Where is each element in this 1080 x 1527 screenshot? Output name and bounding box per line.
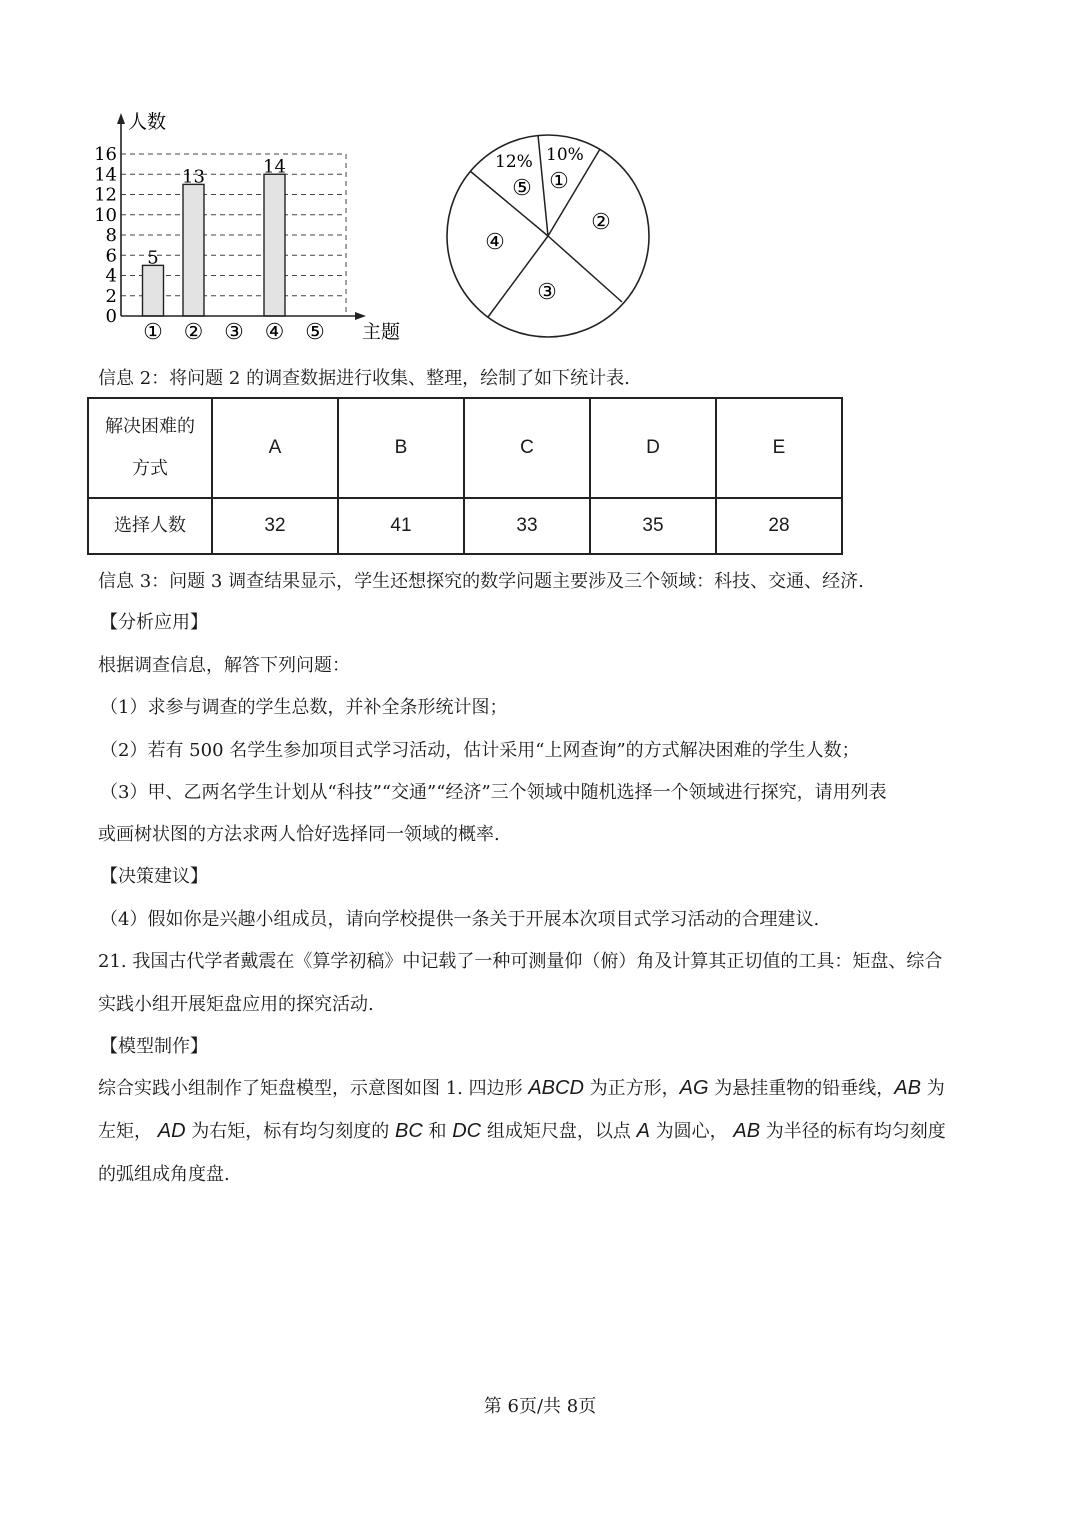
y-tick-label: 12: [94, 184, 117, 206]
y-axis-arrow: [117, 113, 125, 124]
text-span: 左矩，: [98, 1121, 158, 1142]
decision-heading: 【决策建议】: [100, 866, 208, 887]
table-cell: 33: [464, 498, 590, 554]
math-var: A: [636, 1120, 650, 1142]
pie-chart: [440, 130, 660, 345]
bar-chart: [80, 100, 420, 350]
table-row-header: 选择人数: [88, 498, 212, 554]
pie-pct-5: 12%: [495, 152, 533, 172]
model-text-line-2: [98, 1117, 946, 1143]
question-4: （4）假如你是兴趣小组成员，请向学校提供一条关于开展本次项目式学习活动的合理建议.: [100, 909, 820, 930]
math-var: BC: [394, 1120, 423, 1142]
table-cell: 32: [212, 498, 338, 554]
y-tick-label: 2: [105, 285, 117, 307]
page-footer: 第 6页/共 8页: [483, 1396, 597, 1417]
y-tick-label: 16: [94, 144, 117, 165]
model-heading: 【模型制作】: [100, 1036, 208, 1057]
table-col-c: C: [464, 398, 590, 498]
math-var: AB: [894, 1077, 921, 1099]
text-span: 为正方形，: [583, 1078, 680, 1099]
x-axis-label: 主题: [362, 321, 401, 343]
table-row-methods: [88, 398, 842, 498]
bar-chart-ticks: [94, 144, 325, 345]
bar-data-label: 5: [147, 247, 159, 269]
x-tick-label: ⑤: [305, 320, 325, 345]
question-3-line-1: （3）甲、乙两名学生计划从“科技”“交通”“经济”三个领域中随机选择一个领域进行探究，请用列表: [100, 782, 887, 803]
text-span: 组成矩尺盘，以点: [481, 1121, 637, 1142]
analysis-heading: 【分析应用】: [100, 612, 208, 633]
table-cell: 41: [338, 498, 464, 554]
question-2: （2）若有 500 名学生参加项目式学习活动，估计采用“上网查询”的方式解决困难的学生人数；: [100, 740, 860, 761]
y-tick-label: 6: [105, 245, 117, 267]
model-text-line-1: [98, 1074, 945, 1100]
bar: [143, 265, 164, 316]
info-2: 信息 2：将问题 2 的调查数据进行收集、整理，绘制了如下统计表.: [98, 368, 630, 389]
table-col-e: E: [716, 398, 842, 498]
pie-label-5: ⑤: [512, 176, 532, 201]
question-1: （1）求参与调查的学生总数，并补全条形统计图；: [100, 697, 508, 718]
x-axis-arrow: [355, 312, 366, 320]
y-tick-label: 10: [94, 204, 117, 226]
table-row-header: [88, 398, 212, 498]
text-span: 和: [422, 1121, 453, 1142]
text-span: 为: [920, 1078, 945, 1099]
y-tick-label: 4: [105, 265, 117, 287]
bar-data-label: 13: [182, 166, 205, 188]
table-row-counts: [88, 498, 842, 554]
pie-label-1: ①: [549, 169, 569, 194]
table-header-line-2: 方式: [132, 458, 168, 479]
text-span: 为圆心，: [649, 1121, 734, 1142]
info-3: 信息 3：问题 3 调查结果显示，学生还想探究的数学问题主要涉及三个领域：科技、交通、经济.: [98, 571, 864, 592]
bar-chart-bars: [143, 156, 286, 316]
table-cell: 35: [590, 498, 716, 554]
analysis-intro: 根据调查信息，解答下列问题：: [98, 655, 350, 676]
bar: [183, 184, 204, 316]
x-tick-label: ②: [183, 320, 204, 345]
math-var: AD: [157, 1120, 186, 1142]
x-tick-label: ④: [264, 320, 285, 345]
math-var: DC: [452, 1120, 482, 1142]
pie-label-4: ④: [485, 230, 505, 255]
text-span: 为右矩，标有均匀刻度的: [185, 1121, 395, 1142]
text-span: 综合实践小组制作了矩盘模型，示意图如图 1. 四边形: [98, 1078, 529, 1099]
x-tick-label: ①: [143, 320, 163, 345]
bar-data-label: 14: [263, 156, 286, 178]
y-tick-label: 8: [105, 225, 117, 246]
table-col-a: A: [212, 398, 338, 498]
problem-21-line-2: 实践小组开展矩盘应用的探究活动.: [98, 994, 374, 1015]
y-tick-label: 14: [94, 164, 117, 186]
table-col-b: B: [338, 398, 464, 498]
pie-label-2: ②: [591, 210, 611, 235]
pie-divider: [548, 236, 622, 302]
x-tick-label: ③: [224, 320, 244, 345]
question-3-line-2: 或画树状图的方法求两人恰好选择同一领域的概率.: [98, 824, 500, 845]
bar: [264, 174, 285, 316]
math-var: AB: [733, 1120, 761, 1142]
math-var: AG: [679, 1077, 709, 1099]
table-header-line-1: 解决困难的: [105, 416, 195, 437]
y-tick-label: 0: [105, 306, 117, 327]
pie-divider: [470, 171, 548, 236]
pie-pct-1: 10%: [546, 145, 584, 165]
stats-table: [87, 397, 843, 555]
table-col-d: D: [590, 398, 716, 498]
text-span: 为半径的标有均匀刻度: [760, 1121, 946, 1142]
model-text-line-3: 的弧组成角度盘.: [98, 1164, 230, 1185]
math-var: ABCD: [528, 1077, 584, 1099]
y-axis-label: 人数: [128, 111, 167, 133]
problem-21-line-1: 21. 我国古代学者戴震在《算学初稿》中记载了一种可测量仰（俯）角及计算其正切值的工具：矩盘、综合: [98, 951, 943, 972]
table-cell: 28: [716, 498, 842, 554]
pie-label-3: ③: [537, 280, 557, 305]
text-span: 为悬挂重物的铅垂线，: [708, 1078, 895, 1099]
